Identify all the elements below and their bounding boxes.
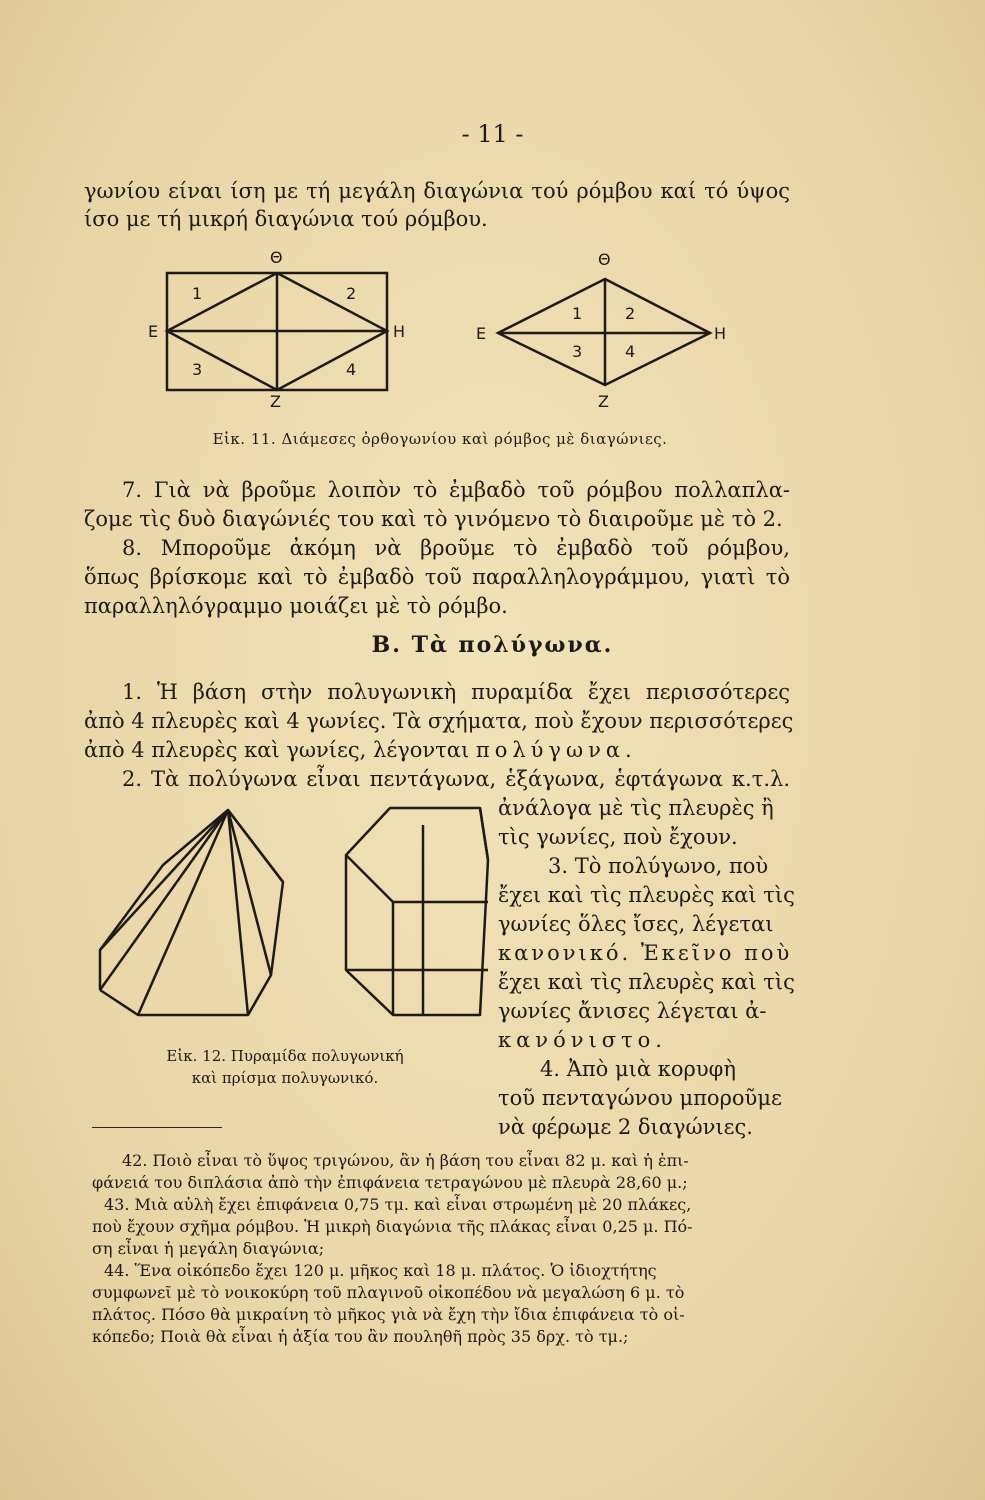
right-col-line-2: τὶς γωνίες, ποὺ ἔχουν. <box>498 825 738 849</box>
right-col-line-4: ἔχει καὶ τὶς πλευρὲς καὶ τὶς <box>498 883 795 907</box>
footnote-44-line-1: 44. Ἕνα οἰκόπεδο ἔχει 120 μ. μῆκος καὶ 18 μ. πλάτος. Ὁ ἰδιοχτήτης <box>104 1261 657 1280</box>
para7-line-2: ζομε τὶς δυὸ διαγώνιές του καὶ τὸ γινόμενο τὸ διαιροῦμε μὲ τὸ 2. <box>84 507 783 531</box>
rect-region-3: 3 <box>192 360 203 379</box>
rhombus-region-1: 1 <box>572 304 583 323</box>
right-col-line-11: τοῦ πενταγώνου μποροῦμε <box>498 1086 782 1110</box>
right-col-line-8: γωνίες ἄνισες λέγεται ἀ- <box>498 999 767 1023</box>
p1-line-1: 1. Ἡ βάση στὴν πολυγωνικὴ πυραμίδα ἔχει περισσότερες <box>122 680 790 704</box>
footnote-42-line-1: 42. Ποιὸ εἶναι τὸ ὕψος τριγώνου, ἂν ἡ βάση του εἶναι 82 μ. καὶ ἡ ἐπι- <box>122 1151 689 1170</box>
rect-label-bottom: Ζ <box>270 392 281 411</box>
rhombus-label-bottom: Ζ <box>598 392 609 411</box>
right-col-line-7: ἔχει καὶ τὶς πλευρὲς καὶ τὶς <box>498 970 795 994</box>
rect-label-left: Ε <box>148 322 159 341</box>
rect-region-2: 2 <box>346 284 357 303</box>
figure-12-caption-2: καὶ πρίσμα πολυγωνικό. <box>191 1069 379 1087</box>
rect-label-right: Η <box>393 322 406 341</box>
right-col-line-10: 4. Ἀπὸ μιὰ κορυφὴ <box>540 1057 736 1081</box>
rect-region-4: 4 <box>346 360 357 379</box>
rhombus-region-3: 3 <box>572 342 583 361</box>
footnote-44-line-2: συμφωνεῖ μὲ τὸ νοικοκύρη τοῦ πλαγινοῦ οἰκοπέδου νὰ μεγαλώση 6 μ. τὸ <box>92 1283 685 1302</box>
right-col-line-3: 3. Τὸ πολύγωνο, ποὺ <box>548 854 769 878</box>
right-col-line-6: κανονικό. Ἐκεῖνο ποὺ <box>498 941 793 965</box>
p1-line-3-text: ἀπὸ 4 πλευρὲς καὶ γωνίες, λέγονται <box>84 738 470 762</box>
p2-line-1: 2. Τὰ πολύγωνα εἶναι πεντάγωνα, ἑξάγωνα, ἑφτάγωνα κ.τ.λ. <box>122 767 790 791</box>
footnote-42-line-2: φάνειά του διπλάσια ἀπὸ τὴν ἐπιφάνεια τετραγώνου μὲ πλευρὰ 28,60 μ.; <box>92 1173 688 1192</box>
p1-line-3 <box>84 736 637 764</box>
figure-12 <box>88 790 498 1035</box>
footnote-43-line-1: 43. Μιὰ αὐλὴ ἔχει ἐπιφάνεια 0,75 τμ. καὶ εἶναι στρωμένη μὲ 20 πλάκες, <box>104 1195 692 1214</box>
rhombus-region-2: 2 <box>625 304 636 323</box>
right-col-line-5: γωνίες ὅλες ἴσες, λέγεται <box>498 912 774 936</box>
pyramid-figure <box>100 810 283 1015</box>
right-col-line-1: ἀνάλογα μὲ τὶς πλευρὲς ἢ <box>498 796 774 820</box>
para7-line-1: 7. Γιὰ νὰ βροῦμε λοιπὸν τὸ ἐμβαδὸ τοῦ ρόμβου πολλαπλα- <box>122 478 790 502</box>
footnote-43-line-2: ποὺ ἔχουν σχῆμα ρόμβου. Ἡ μικρὴ διαγώνια τῆς πλάκας εἶναι 0,25 μ. Πό- <box>92 1217 693 1236</box>
p1-line-2: ἀπὸ 4 πλευρὲς καὶ 4 γωνίες. Τὰ σχήματα, ποὺ ἔχουν περισσότερες <box>84 709 794 733</box>
footnote-43-line-3: ση εἶναι ἡ μεγάλη διαγώνια; <box>92 1239 325 1258</box>
footnote-44-line-4: κόπεδο; Ποιὰ θὰ εἶναι ἡ ἀξία του ἂν πουληθῆ πρὸς 35 δρχ. τὸ τμ.; <box>92 1327 629 1346</box>
para8-line-3: παραλληλόγραμμο μοιάζει μὲ τὸ ρόμβο. <box>84 594 508 618</box>
section-title: Β. Τὰ πολύγωνα. <box>371 632 614 658</box>
para8-line-2: ὅπως βρίσκομε καὶ τὸ ἐμβαδὸ τοῦ παραλληλογράμμου, γιατὶ τὸ <box>84 565 790 589</box>
figure-11 <box>140 245 760 415</box>
page-number: - 11 - <box>461 120 524 148</box>
intro-line-2: ίσο με τή μικρή διαγώνια τού ρόμβου. <box>84 207 488 231</box>
rhombus-label-top: Θ <box>598 250 611 269</box>
figure-11-caption: Εἰκ. 11. Διάμεσες ὀρθογωνίου καὶ ρόμβος μὲ διαγώνιες. <box>212 430 668 448</box>
polygona-word: πολύγωνα. <box>475 738 637 762</box>
intro-line-1: γωνίου είναι ίση με τή μεγάλη διαγώνια τού ρόμβου καί τό ύψος <box>84 179 790 203</box>
prism-figure <box>346 808 488 1015</box>
rhombus-label-right: Η <box>714 324 727 343</box>
rect-label-top: Θ <box>270 248 283 267</box>
figure-12-caption-1: Εἰκ. 12. Πυραμίδα πολυγωνική <box>166 1047 404 1065</box>
right-col-line-12: νὰ φέρωμε 2 διαγώνιες. <box>498 1115 753 1139</box>
rhombus-label-left: Ε <box>476 324 487 343</box>
footnote-44-line-3: πλάτος. Πόσο θὰ μικραίνη τὸ μῆκος γιὰ νὰ ἔχη τὴν ἴδια ἐπιφάνεια τὸ οἰ- <box>92 1305 685 1324</box>
rhombus-region-4: 4 <box>625 342 636 361</box>
rhombus-figure <box>498 279 710 385</box>
rect-region-1: 1 <box>192 284 203 303</box>
right-col-line-9: κανόνιστο. <box>498 1028 667 1052</box>
footnote-divider <box>92 1127 222 1128</box>
para8-line-1: 8. Μποροῦμε ἀκόμη νὰ βροῦμε τὸ ἐμβαδὸ τοῦ ρόμβου, <box>122 536 790 560</box>
